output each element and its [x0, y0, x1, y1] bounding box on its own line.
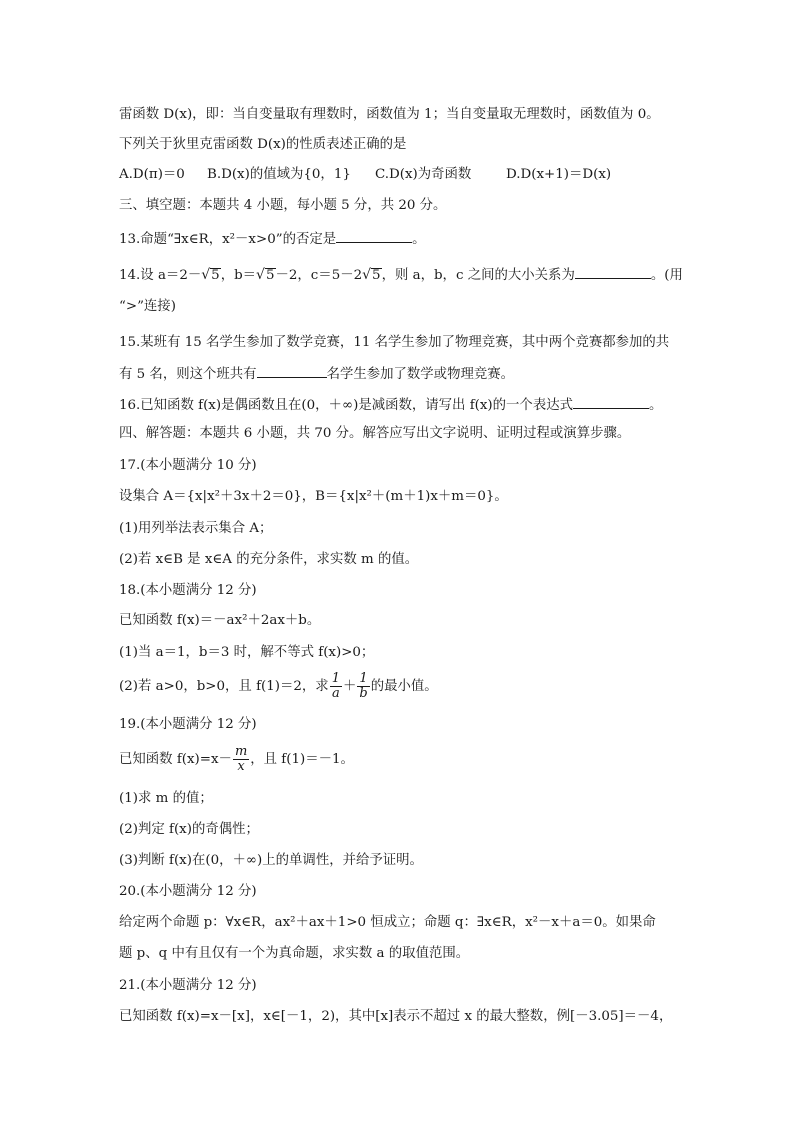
- q13: [119, 229, 426, 249]
- fraction-numerator: 1: [357, 672, 369, 687]
- q14-text-2: ，b＝: [220, 268, 257, 283]
- q15-end: 名学生参加了数学或物理竞赛。: [326, 367, 515, 382]
- q14-answer-blank[interactable]: [575, 265, 651, 279]
- q20-line-1: 给定两个命题 p：∀x∈R，ax²＋ax＋1>0 恒成立；命题 q：∃x∈R，x²－x＋a＝0。如果命: [119, 915, 656, 930]
- q19-part-1: (1)求 m 的值；: [119, 791, 213, 806]
- q17-part-1: (1)用列举法表示集合 A；: [119, 521, 273, 536]
- sqrt-symbol: √: [256, 267, 265, 283]
- q17-part-2: (2)若 x∈B 是 x∈A 的充分条件，求实数 m 的值。: [119, 552, 419, 567]
- q19-stem-text: 已知函数 f(x)=x－: [119, 752, 232, 767]
- fraction-denominator: a: [331, 686, 340, 701]
- intro-line-2: 下列关于狄里克雷函数 D(x)的性质表述正确的是: [119, 137, 407, 152]
- q18-title: 18.(本小题满分 12 分): [119, 583, 257, 598]
- section4-heading: 四、解答题：本题共 6 小题，共 70 分。解答应写出文字说明、证明过程或演算步骤。: [119, 426, 631, 441]
- q20-title: 20.(本小题满分 12 分): [119, 884, 257, 899]
- q18-part-2-text: (2)若 a>0，b>0，且 f(1)＝2，求: [119, 679, 329, 694]
- q13-answer-blank[interactable]: [336, 229, 412, 243]
- q17-title: 17.(本小题满分 10 分): [119, 458, 257, 473]
- q16-answer-blank[interactable]: [573, 395, 649, 409]
- q14-radicand-2: 5: [265, 268, 275, 283]
- q12-options: [119, 166, 611, 184]
- q14-radicand-1: 5: [211, 268, 220, 283]
- q16: [119, 395, 662, 415]
- q14-radicand-3: 5: [372, 268, 381, 283]
- q14: [119, 265, 683, 285]
- q16-text: 16.已知函数 f(x)是偶函数且在(0，＋∞)是减函数，请写出 f(x)的一个表达式: [119, 398, 573, 413]
- q15-text: 有 5 名，则这个班共有: [119, 367, 257, 382]
- fraction-numerator: 1: [331, 671, 340, 686]
- fraction-1-over-b: [357, 672, 369, 701]
- option-a: A.D(π)＝0: [119, 167, 185, 182]
- q14-text-1: 14.设 a＝2－: [119, 268, 202, 283]
- q15-answer-blank[interactable]: [257, 364, 327, 378]
- fraction-numerator: m: [234, 744, 248, 759]
- fraction-denominator: x: [237, 759, 245, 774]
- q14-line-2: “>”连接): [119, 299, 176, 314]
- intro-line-1: 雷函数 D(x)，即：当自变量取有理数时，函数值为 1；当自变量取无理数时，函数值为 0。: [119, 107, 660, 122]
- option-b: B.D(x)的值域为{0，1}: [207, 167, 351, 182]
- q18-part-1: (1)当 a＝1，b＝3 时，解不等式 f(x)>0；: [119, 645, 375, 660]
- q14-text-3: －2，c＝5－2: [275, 268, 363, 283]
- q18-part-2-end: 的最小值。: [370, 679, 438, 694]
- sqrt-symbol: √: [201, 267, 211, 283]
- fraction-denominator: b: [359, 686, 368, 701]
- q19-title: 19.(本小题满分 12 分): [119, 717, 257, 732]
- q19-stem: [119, 742, 354, 778]
- q19-part-3: (3)判断 f(x)在(0，＋∞)上的单调性，并给予证明。: [119, 853, 423, 868]
- option-c: C.D(x)为奇函数: [375, 167, 472, 182]
- q21-line-1: 已知函数 f(x)=x－[x]，x∈[－1，2)，其中[x]表示不超过 x 的最大整数，例[－3.05]＝－4，: [119, 1009, 673, 1024]
- sqrt-symbol: √: [362, 267, 372, 283]
- q16-end: 。: [649, 398, 663, 413]
- fraction-1-over-a: [330, 672, 342, 701]
- q20-line-2: 题 p、q 中有且仅有一个为真命题，求实数 a 的取值范围。: [119, 946, 470, 961]
- q17-stem: 设集合 A＝{x|x²＋3x＋2＝0}，B＝{x|x²＋(m＋1)x＋m＝0}。: [119, 489, 508, 504]
- section3-heading: 三、填空题：本题共 4 小题，每小题 5 分，共 20 分。: [119, 198, 447, 213]
- q13-text: 13.命题“∃x∈R，x²－x>0”的否定是: [119, 232, 337, 247]
- q19-stem-end: ，且 f(1)＝－1。: [250, 752, 354, 767]
- plus-sign: ＋: [342, 679, 357, 694]
- q15-line-2: [119, 364, 514, 384]
- q19-part-2: (2)判定 f(x)的奇偶性；: [119, 822, 259, 837]
- option-d: D.D(x+1)＝D(x): [506, 167, 612, 182]
- q13-end: 。: [412, 232, 426, 247]
- q18-part-2: [119, 669, 438, 705]
- q15-line-1: 15.某班有 15 名学生参加了数学竞赛，11 名学生参加了物理竞赛，其中两个竞赛都参加的共: [119, 335, 670, 350]
- fraction-m-over-x: [233, 745, 249, 774]
- q14-text-5: 。(用: [650, 268, 683, 283]
- q18-stem: 已知函数 f(x)＝－ax²＋2ax＋b。: [119, 613, 321, 628]
- q21-title: 21.(本小题满分 12 分): [119, 978, 257, 993]
- q14-text-4: ，则 a，b，c 之间的大小关系为: [381, 268, 575, 283]
